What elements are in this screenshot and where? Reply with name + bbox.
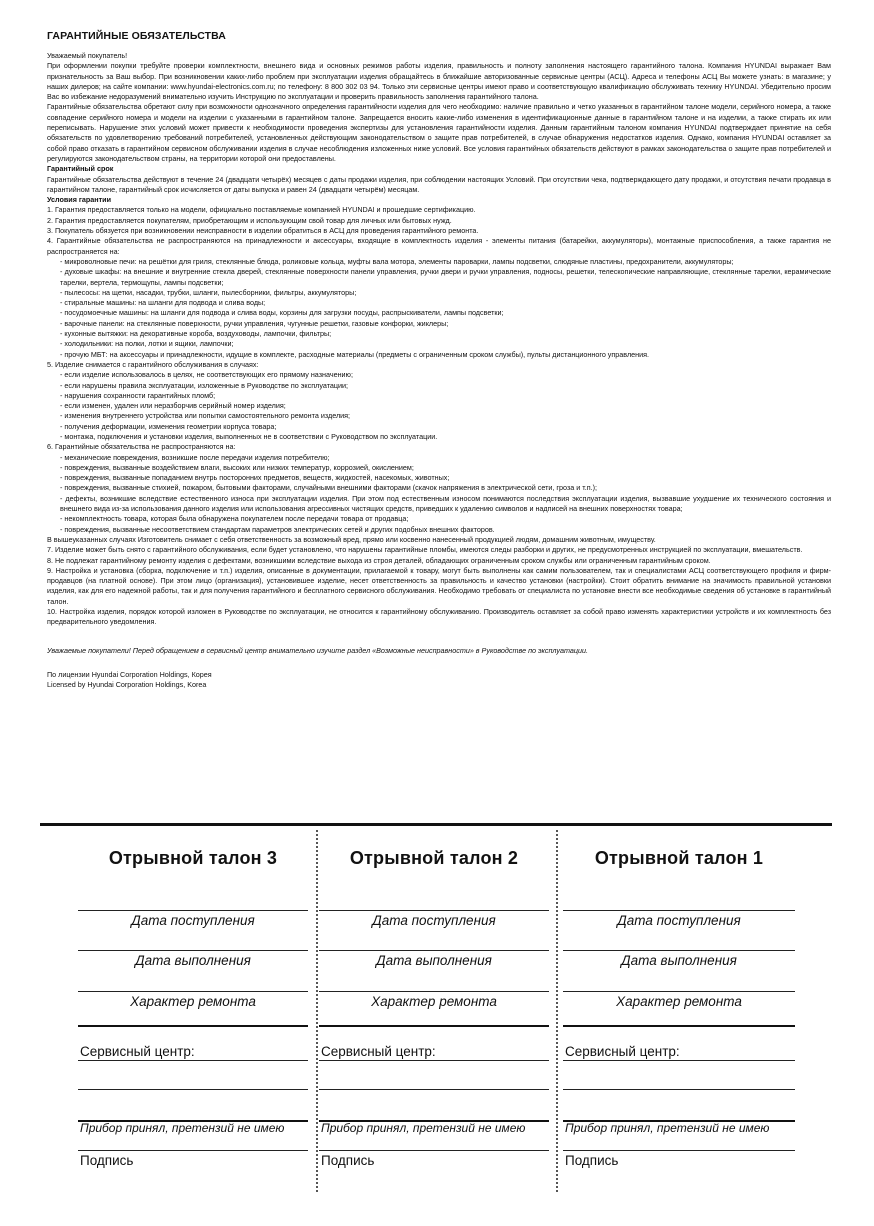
condition-subitem: - прочую МБТ: на аксессуары и принадлежности, идущие в комплекте, расходные материалы (предметы с ограниченным сроком службы), пульты дистанционного управления.	[60, 349, 650, 359]
repair-type-label: Характер ремонта	[371, 994, 497, 1009]
date-received-label: Дата поступления	[372, 913, 496, 928]
divider	[563, 1060, 795, 1061]
date-received-label: Дата поступления	[617, 913, 741, 928]
term-paragraph: Гарантийные обязательства действуют в течение 24 (двадцати четырёх) месяцев с даты продажи изделия, при соблюдении настоящих Условий. При отсутствии чека, подтверждающего дату продажи, и отсутствия печати продавца в гарантийном талоне, гарантийный срок исчисляется от даты выпуска и равен 24 (двадцати четырём) месяцам.	[47, 174, 831, 194]
divider	[78, 991, 308, 992]
repair-type-label: Характер ремонта	[130, 994, 256, 1009]
intro-paragraph: При оформлении покупки требуйте проверки комплектности, внешнего вида и основных режимов работы изделия, правильность и полноту заполнения настоящего гарантийного талона. Компания HYUNDAI выражает Вам признательность за Ваш выбор. При возникновении каких-либо проблем при эксплуатации изделия обращайтесь в ближайшие авторизованные сервисные центры (АСЦ). Адреса и телефоны АСЦ Вы можете узнать: в магазине; у наших дилеров; на сайте компании: www.hyundai-electronics.com.ru; по телефону: 8 800 302 03 94. Только эти сервисные центры имеют право и соответствующую квалификацию обслуживать технику HYUNDAI. Убедительно просим Вас во избежание недоразумений внимательно изучить Инструкцию по эксплуатации и проверить правильность заполнения гарантийного талона.	[47, 61, 831, 102]
divider	[563, 910, 795, 911]
condition-item: 2. Гарантия предоставляется покупателям, приобретающим и использующим свой товар для личных или бытовых нужд.	[47, 215, 452, 225]
condition-subitem: - микроволновые печи: на решётки для гриля, стеклянные блюда, роликовые кольца, муфты вала мотора, элементы пароварки, лампы подсветки, слюдяные пластины, предохранители, аккумуляторы;	[60, 256, 734, 266]
condition-item: 10. Настройка изделия, порядок которой изложен в Руководстве по эксплуатации, не относится к гарантийному обслуживанию. Производитель оставляет за собой право изменять характеристики устройств и их комплектность без предварительного уведомления.	[47, 607, 831, 627]
divider	[563, 1150, 795, 1151]
divider	[78, 1150, 308, 1151]
service-center-label: Сервисный центр:	[321, 1044, 436, 1059]
condition-subitem: - если изделие использовалось в целях, не соответствующих его прямому назначению;	[60, 370, 353, 380]
condition-subitem: - стиральные машины: на шланги для подвода и слива воды;	[60, 298, 266, 308]
condition-subitem: - повреждения, вызванные попаданием внутрь посторонних предметов, веществ, жидкостей, насекомых, животных;	[60, 473, 450, 483]
condition-subitem: - кухонные вытяжки: на декоративные короба, воздуховоды, лампочки, фильтры;	[60, 329, 332, 339]
divider	[319, 1089, 549, 1090]
condition-subitem: - повреждения, вызванные несоответствием стандартам параметров электрических сетей и других подобных внешних факторов.	[60, 524, 495, 534]
condition-subitem: - варочные панели: на стеклянные поверхности, ручки управления, чугунные решетки, газовые конфорки, жиклеры;	[60, 318, 449, 328]
condition-subitem: - холодильники: на полки, лотки и ящики, лампочки;	[60, 339, 234, 349]
condition-subitem: - монтажа, подключения и установки изделия, выполненных не в соответствии с Руководством по эксплуатации.	[60, 431, 438, 441]
repair-type-label: Характер ремонта	[616, 994, 742, 1009]
cut-line	[40, 823, 832, 826]
signature-label: Подпись	[321, 1153, 375, 1168]
divider	[78, 1089, 308, 1090]
divider	[319, 1060, 549, 1061]
service-center-label: Сервисный центр:	[565, 1044, 680, 1059]
divider	[78, 950, 308, 951]
condition-subitem: - некомплектность товара, которая была обнаружена покупателем после передачи товара от продавца;	[60, 514, 409, 524]
warranty-document	[47, 30, 831, 691]
condition-item: 7. Изделие может быть снято с гарантийного обслуживания, если будет установлено, что нарушены гарантийные пломбы, имеются следы разборки и других, не предусмотренных инструкцией по эксплуатации, вмешательств.	[47, 545, 803, 555]
condition-item: 8. Не подлежат гарантийному ремонту изделия с дефектами, возникшими вследствие выхода из строя деталей, обладающих ограниченным сроком службы или ограниченным гарантийным сроком.	[47, 555, 711, 565]
signature-label: Подпись	[80, 1153, 134, 1168]
page-title: ГАРАНТИЙНЫЕ ОБЯЗАТЕЛЬСТВА	[47, 30, 226, 42]
divider	[319, 1150, 549, 1151]
condition-item: 4. Гарантийные обязательства не распространяются на принадлежности и аксессуары, входящие в комплектность изделия - элементы питания (батарейки, аккумуляторы), монтажные приспособления, а также гарантия не распространяется на:	[47, 236, 831, 256]
condition-subitem: - повреждения, вызванные воздействием влаги, высоких или низких температур, коррозией, окислением;	[60, 462, 414, 472]
condition-item: 1. Гарантия предоставляется только на модели, официально поставляемые компанией HYUNDAI и прошедшие сертификацию.	[47, 205, 476, 215]
condition-item: В вышеуказанных случаях Изготовитель снимает с себя ответственность за возможный вред, прямо или косвенно нанесенный продукцией людям, домашним животным, имуществу.	[47, 534, 656, 544]
tear-line	[556, 830, 558, 1192]
condition-subitem: - повреждения, вызванные стихией, пожаром, бытовыми факторами, случайными внешними факторами (скачок напряжения в электрической сети, гроза и т.п.);	[60, 483, 598, 493]
divider	[319, 910, 549, 911]
condition-subitem: - получения деформации, изменения геометрии корпуса товара;	[60, 421, 277, 431]
divider	[319, 1025, 549, 1027]
divider	[319, 991, 549, 992]
tear-line	[316, 830, 318, 1192]
service-center-label: Сервисный центр:	[80, 1044, 195, 1059]
coupon-title: Отрывной талон 3	[108, 848, 278, 868]
date-done-label: Дата выполнения	[135, 953, 251, 968]
divider	[563, 1025, 795, 1027]
condition-item: 3. Покупатель обязуется при возникновении неисправности в изделии обратиться в АСЦ для проведения гарантийного ремонта.	[47, 226, 479, 236]
condition-subitem: - если изменен, удален или неразборчив серийный номер изделия;	[60, 401, 286, 411]
condition-subitem: - если нарушены правила эксплуатации, изложенные в Руководстве по эксплуатации;	[60, 380, 349, 390]
condition-item: 5. Изделие снимается с гарантийного обслуживания в случаях:	[47, 359, 259, 369]
divider	[78, 910, 308, 911]
accepted-label: Прибор принял, претензий не имею	[321, 1121, 526, 1135]
divider	[563, 1089, 795, 1090]
accepted-label: Прибор принял, претензий не имею	[565, 1121, 770, 1135]
condition-subitem: - изменения внутреннего устройства или попытки самостоятельного ремонта изделия;	[60, 411, 351, 421]
license-en: Licensed by Hyundai Corporation Holdings, Korea	[47, 680, 207, 690]
coupon-title: Отрывной талон 2	[349, 848, 519, 868]
divider	[78, 1025, 308, 1027]
signature-label: Подпись	[565, 1153, 619, 1168]
section-heading-term: Гарантийный срок	[47, 164, 114, 174]
greeting: Уважаемый покупатель!	[47, 51, 128, 60]
condition-subitem: - нарушения сохранности гарантийных пломб;	[60, 390, 216, 400]
license-ru: По лицензии Hyundai Corporation Holdings, Корея	[47, 669, 212, 679]
condition-subitem: - духовые шкафы: на внешние и внутренние стекла дверей, стеклянные поверхности панели управления, ручки двери и ручки управления, подносы, решетки, телескопические направляющие, стеклянные тарелки, керамические тарелки, вертела, термощупы, лампы подсветки;	[60, 267, 831, 287]
divider	[319, 950, 549, 951]
date-received-label: Дата поступления	[131, 913, 255, 928]
divider	[563, 950, 795, 951]
coupon-title: Отрывной талон 1	[594, 848, 764, 868]
accepted-label: Прибор принял, претензий не имею	[80, 1121, 285, 1135]
date-done-label: Дата выполнения	[621, 953, 737, 968]
intro-paragraph: Гарантийные обязательства обретают силу при возможности однозначного определения гарантийности изделия для чего необходимо: наличие правильно и четко указанных в гарантийном талоне модели, серийного номера, а также совпадение серийного номера и модели на изделии с указанными в гарантийном талоне. Запрещается вносить какие-либо изменения в идентификационные данные в гарантийном талоне и на изделии, а также стирать их или переписывать. Нарушение этих условий может привести к необходимости проведения экспертизы для установления гарантийности изделия. Данным гарантийным талоном компания HYUNDAI подтверждает принятие на себя обязательств по удовлетворению требований потребителей, установленных действующим законодательством о защите прав потребителей, в случае обнаружения недостатков изделия. Однако, компания HYUNDAI оставляет за собой право отказать в гарантийном сервисном обслуживании изделия в случае несоблюдения изложенных ниже условий. Все условия гарантийных обязательств действуют в рамках законодательства о защите прав потребителей и регулируются законодательством страны, на территории которой они предоставлены.	[47, 102, 831, 163]
condition-item: 9. Настройка и установка (сборка, подключение и т.п.) изделия, описанные в документации, прилагаемой к товару, могут быть выполнены как самим пользователем, так и специалистами АСЦ соответствующего профиля и фирм-продавцов (на платной основе). При этом лицо (организация), установившее изделие, несет ответственность за правильность и качество установки (настройки). Стоит обратить внимание на значимость правильной установки изделия, как для его надежной работы, так и для получения гарантийного и бесплатного сервисного обслуживания. Необходимо требовать от специалиста по установке внести все необходимые сведения об установке в гарантийный талон.	[47, 565, 831, 606]
condition-subitem: - посудомоечные машины: на шланги для подвода и слива воды, корзины для загрузки посуды, распрыскиватели, лампы подсветки;	[60, 308, 504, 318]
section-heading-conditions: Условия гарантии	[47, 195, 111, 205]
condition-subitem: - механические повреждения, возникшие после передачи изделия потребителю;	[60, 452, 330, 462]
divider	[563, 991, 795, 992]
date-done-label: Дата выполнения	[376, 953, 492, 968]
condition-item: 6. Гарантийные обязательства не распространяются на:	[47, 442, 236, 452]
condition-subitem: - пылесосы: на щетки, насадки, трубки, шланги, пылесборники, фильтры, аккумуляторы;	[60, 287, 357, 297]
customer-note: Уважаемые покупатели! Перед обращением в сервисный центр внимательно изучите раздел «Возможные неисправности» в Руководстве по эксплуатации.	[47, 645, 588, 655]
divider	[78, 1060, 308, 1061]
condition-subitem: - дефекты, возникшие вследствие естественного износа при эксплуатации изделия. При этом под естественным износом понимаются последствия эксплуатации изделия, вызвавшие ухудшение их технического состояния и внешнего вида из-за использования данного изделия или использования агрессивных чистящих средств, приведших к удалению символов и надписей на внешних поверхностях товара;	[60, 493, 831, 514]
